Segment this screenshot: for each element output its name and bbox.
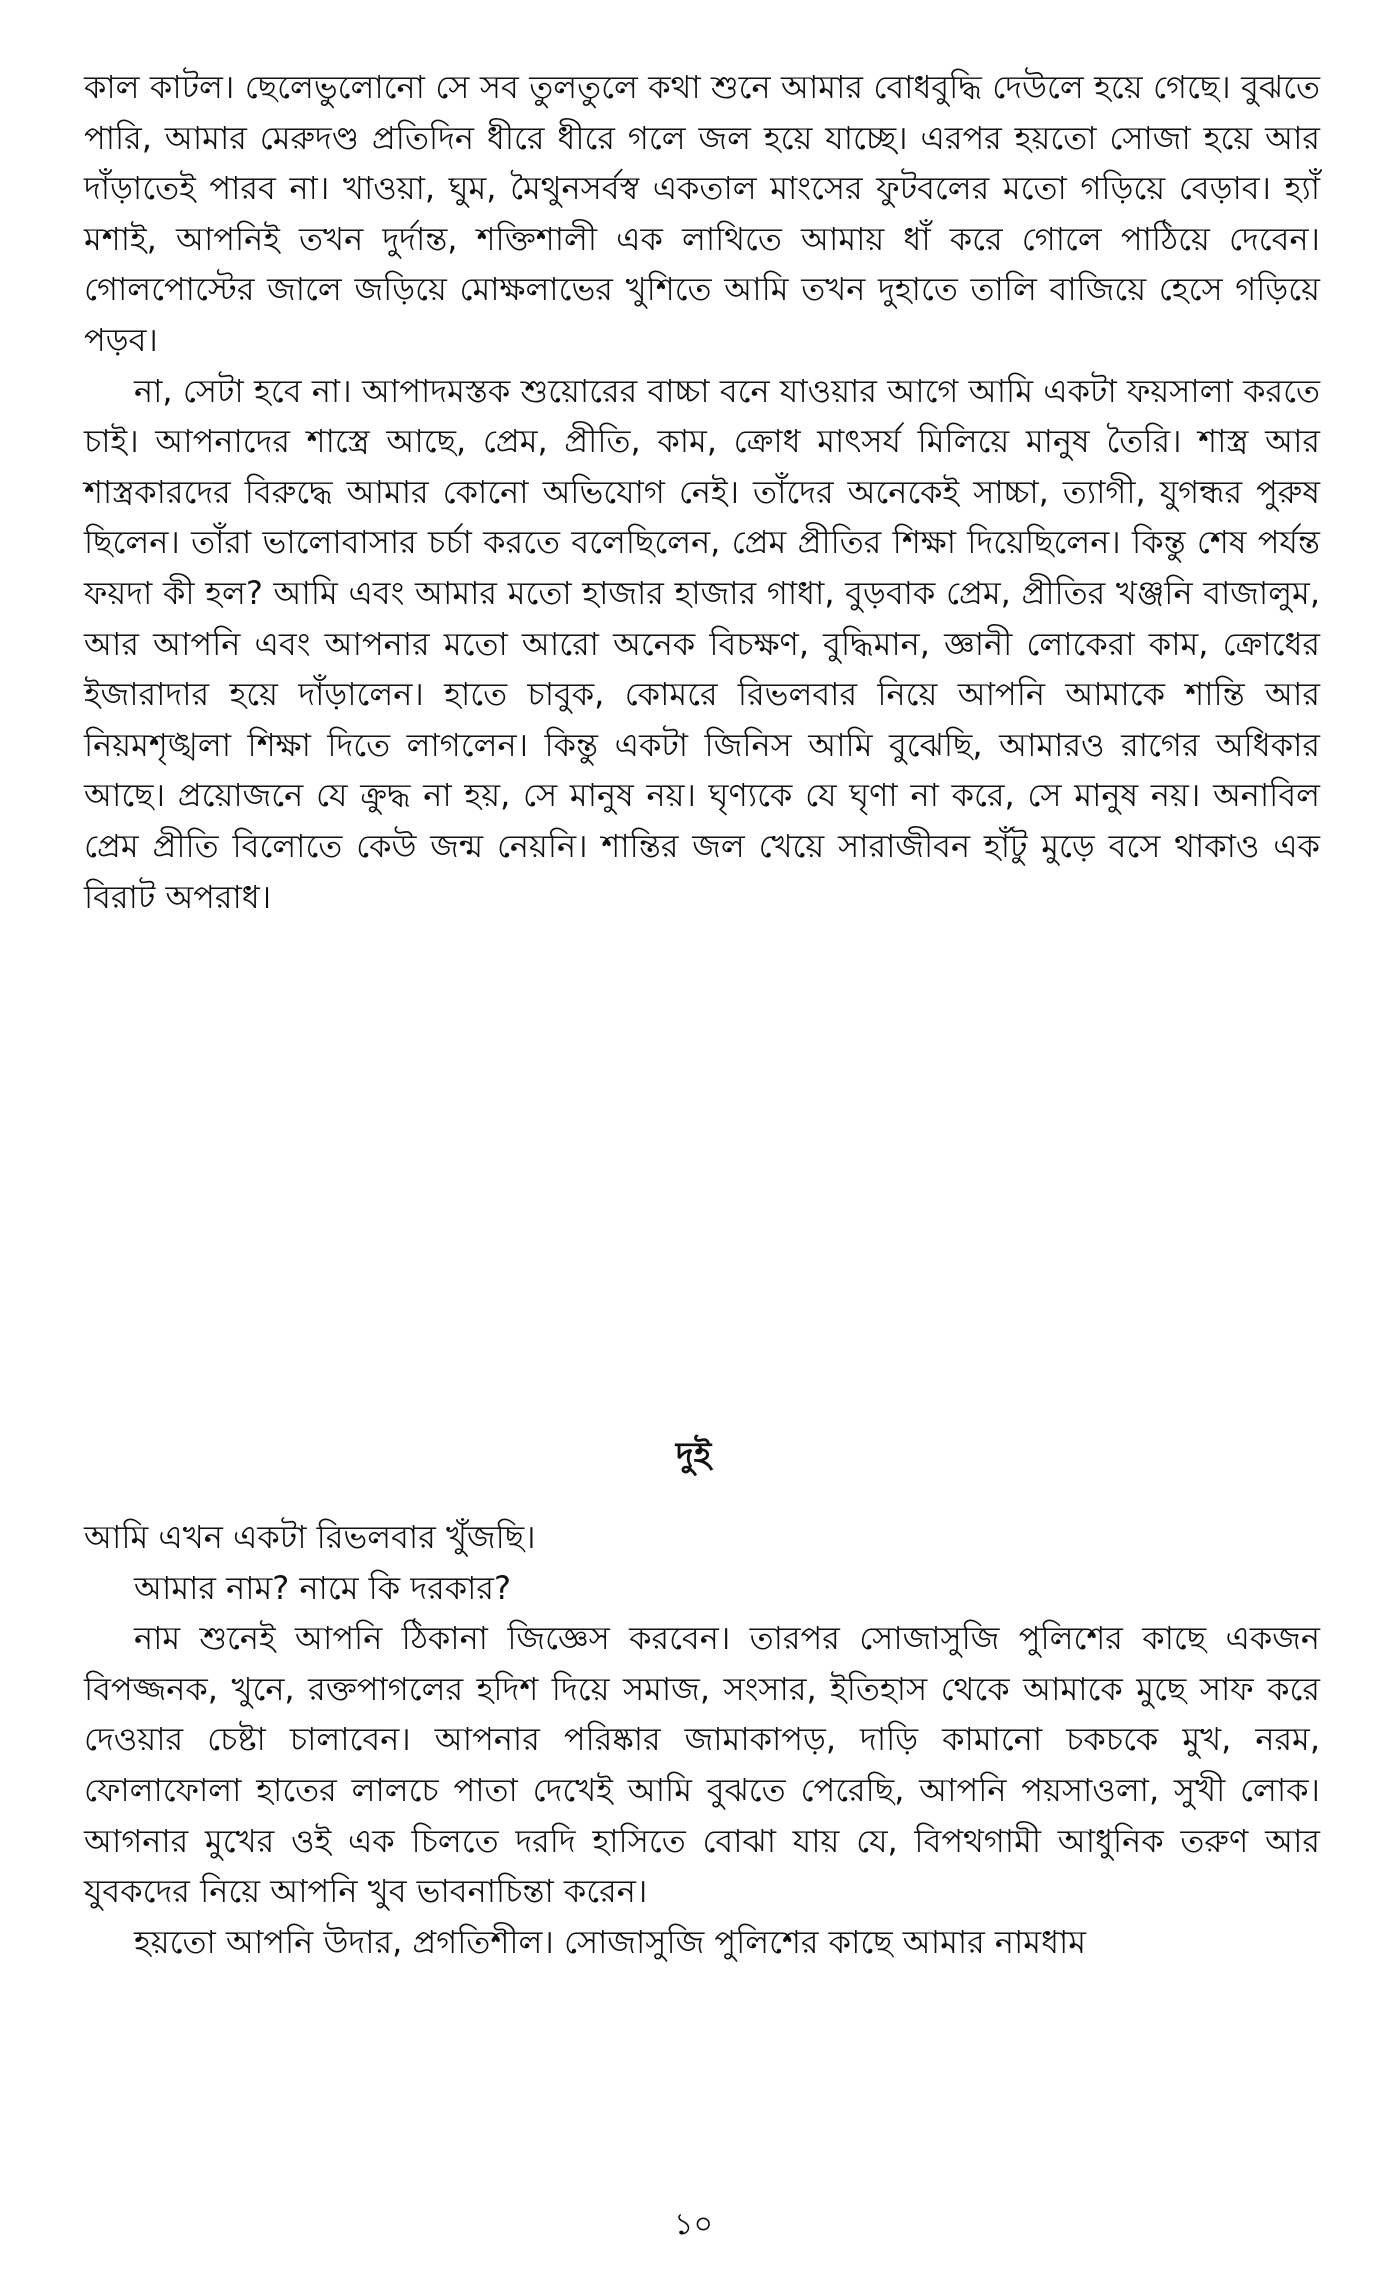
chapter-title: দুই [675,1435,712,1475]
text-section-bottom [84,1512,1320,1967]
paragraph-continuation: কাল কাটল। ছেলেভুলোনো সে সব তুলতুলে কথা শুনে আমার বোধবুদ্ধি দেউলে হয়ে গেছে। বুঝতে পারি, আমার মেরুদণ্ড প্রতিদিন ধীরে ধীরে গলে জল হয়ে যাচ্ছে। এরপর হয়তো সোজা হয়ে আর দাঁড়াতেই পারব না। খাওয়া, ঘুম, মৈথুনসর্বস্ব একতাল মাংসের ফুটবলের মতো গড়িয়ে বেড়াব। হ্যাঁ মশাই, আপনিই তখন দুর্দান্ত, শক্তিশালী এক লাথিতে আমায় ধাঁ করে গোলে পাঠিয়ে দেবেন। গোলপোস্টের জালে জড়িয়ে মোক্ষলাভের খুশিতে আমি তখন দুহাতে তালি বাজিয়ে হেসে গড়িয়ে পড়ব। [84,68,1320,359]
paragraph: না, সেটা হবে না। আপাদমস্তক শুয়োরের বাচ্চা বনে যাওয়ার আগে আমি একটা ফয়সালা করতে চাই। আপনাদের শাস্ত্রে আছে, প্রেম, প্রীতি, কাম, ক্রোধ মাৎসর্য মিলিয়ে মানুষ তৈরি। শাস্ত্র আর শাস্ত্রকারদের বিরুদ্ধে আমার কোনো অভিযোগ নেই। তাঁদের অনেকেই সাচ্চা, ত্যাগী, যুগন্ধর পুরুষ ছিলেন। তাঁরা ভালোবাসার চর্চা করতে বলেছিলেন, প্রেম প্রীতির শিক্ষা দিয়েছিলেন। কিন্তু শেষ পর্যন্ত ফয়দা কী হল? আমি এবং আমার মতো হাজার হাজার গাধা, বুড়বাক প্রেম, প্রীতির খঞ্জনি বাজালুম, আর আপনি এবং আপনার মতো আরো অনেক বিচক্ষণ, বুদ্ধিমান, জ্ঞানী লোকেরা কাম, ক্রোধের ইজারাদার হয়ে দাঁড়ালেন। হাতে চাবুক, কোমরে রিভলবার নিয়ে আপনি আমাকে শান্তি আর নিয়মশৃঙ্খলা শিক্ষা দিতে লাগলেন। কিন্তু একটা জিনিস আমি বুঝেছি, আমারও রাগের অধিকার আছে। প্রয়োজনে যে ক্রুদ্ধ না হয়, সে মানুষ নয়। ঘৃণ্যকে যে ঘৃণা না করে, সে মানুষ নয়। অনাবিল প্রেম প্রীতি বিলোতে কেউ জন্ম নেয়নি। শান্তির জল খেয়ে সারাজীবন হাঁটু মুড়ে বসে থাকাও এক বিরাট অপরাধ। [84,371,1320,916]
paragraph: হয়তো আপনি উদার, প্রগতিশীল। সোজাসুজি পুলিশের কাছে আমার নামধাম [134,1922,1087,1961]
paragraph: আমার নাম? নামে কি দরকার? [134,1568,512,1607]
text-section-top [84,62,1320,922]
paragraph: নাম শুনেই আপনি ঠিকানা জিজ্ঞেস করবেন। তারপর সোজাসুজি পুলিশের কাছে একজন বিপজ্জনক, খুনে, রক্তপাগলের হদিশ দিয়ে সমাজ, সংসার, ইতিহাস থেকে আমাকে মুছে সাফ করে দেওয়ার চেষ্টা চালাবেন। আপনার পরিষ্কার জামাকাপড়, দাড়ি কামানো চকচকে মুখ, নরম, ফোলাফোলা হাতের লালচে পাতা দেখেই আমি বুঝতে পেরেছি, আপনি পয়সাওলা, সুখী লোক। আগনার মুখের ওই এক চিলতে দরদি হাসিতে বোঝা যায় যে, বিপথগামী আধুনিক তরুণ আর যুবকদের নিয়ে আপনি খুব ভাবনাচিন্তা করেন। [84,1619,1320,1911]
page-number: ১০ [674,2207,713,2242]
paragraph-opening: আমি এখন একটা রিভলবার খুঁজছি। [84,1518,536,1556]
